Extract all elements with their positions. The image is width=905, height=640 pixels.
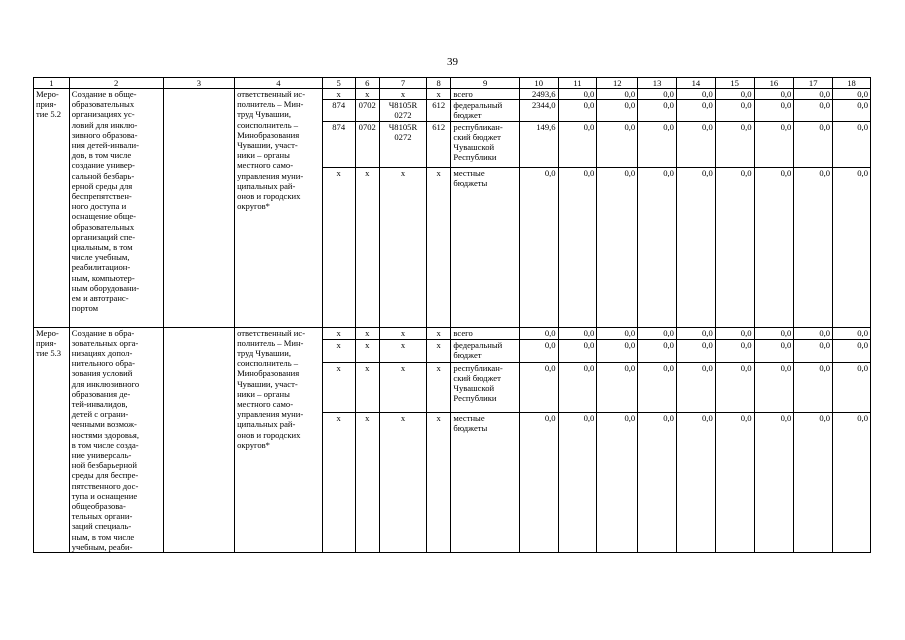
cell-amount-14: 0,0 — [676, 100, 715, 121]
cell-grbs: x — [322, 412, 355, 553]
cell-expense-type: x — [426, 89, 450, 100]
cell-amount-10: 149,6 — [519, 121, 558, 167]
cell-amount-18: 0,0 — [833, 121, 871, 167]
column-header-17: 17 — [794, 78, 833, 89]
column-header-6: 6 — [355, 78, 379, 89]
cell-grbs: 874 — [322, 121, 355, 167]
column-header-5: 5 — [322, 78, 355, 89]
cell-expense-type: x — [426, 362, 450, 412]
cell-target-article: x — [379, 412, 426, 553]
activity-code: Меро- прия- тие 5.3 — [34, 327, 70, 552]
cell-amount-18: 0,0 — [833, 362, 871, 412]
cell-amount-15: 0,0 — [715, 121, 754, 167]
column-header-7: 7 — [379, 78, 426, 89]
activity-col3 — [163, 327, 234, 552]
cell-funding-source: местные бюджеты — [451, 412, 519, 553]
cell-amount-14: 0,0 — [676, 412, 715, 553]
cell-amount-16: 0,0 — [754, 167, 794, 327]
cell-amount-10: 0,0 — [519, 167, 558, 327]
cell-amount-12: 0,0 — [597, 412, 638, 553]
cell-amount-16: 0,0 — [754, 339, 794, 362]
cell-amount-15: 0,0 — [715, 339, 754, 362]
activity-name: Создание в обще- образовательных организациях ус- ловий для инклю- зивного образова- ния детей-инвали- дов, в том числе создание универ- сальной безбарь- ерной среды для беспрепятствен- ного доступа и оснащение обще- образовательных организаций спе- циальным, в том числе учебным, реабилитацион- ным, компьютер- ным оборудовани- ем и автотранс- портом — [69, 89, 163, 328]
cell-amount-13: 0,0 — [638, 362, 677, 412]
cell-target-article: x — [379, 327, 426, 339]
cell-grbs: x — [322, 339, 355, 362]
column-header-18: 18 — [833, 78, 871, 89]
cell-amount-13: 0,0 — [638, 100, 677, 121]
cell-amount-15: 0,0 — [715, 167, 754, 327]
cell-expense-type: x — [426, 167, 450, 327]
cell-amount-17: 0,0 — [794, 89, 833, 100]
cell-expense-type: 612 — [426, 100, 450, 121]
cell-amount-11: 0,0 — [558, 167, 597, 327]
cell-amount-12: 0,0 — [597, 89, 638, 100]
cell-funding-source: республикан- ский бюджет Чувашской Республики — [451, 121, 519, 167]
cell-section: x — [355, 327, 379, 339]
cell-amount-15: 0,0 — [715, 412, 754, 553]
cell-grbs: x — [322, 362, 355, 412]
cell-amount-15: 0,0 — [715, 89, 754, 100]
cell-target-article: Ч8105R 0272 — [379, 100, 426, 121]
cell-amount-17: 0,0 — [794, 362, 833, 412]
activity-col3 — [163, 89, 234, 328]
cell-amount-12: 0,0 — [597, 362, 638, 412]
cell-amount-13: 0,0 — [638, 89, 677, 100]
cell-amount-18: 0,0 — [833, 339, 871, 362]
cell-amount-11: 0,0 — [558, 327, 597, 339]
cell-section: x — [355, 362, 379, 412]
cell-amount-12: 0,0 — [597, 327, 638, 339]
cell-funding-source: всего — [451, 89, 519, 100]
cell-amount-17: 0,0 — [794, 100, 833, 121]
activity-name: Создание в обра- зовательных орга- низациях допол- нительного обра- зования условий для инклюзивного образования де- тей-инвалидов, детей с ограни- ченными возмож- ностями здоровья, в том числе созда- ние универсаль- ной безбарьерной среды для беспре- пятственного дос- тупа и оснащение общеобразова- тельных органи- заций специаль- ным, в том числе учебным, реаби- — [69, 327, 163, 552]
cell-amount-11: 0,0 — [558, 412, 597, 553]
cell-amount-14: 0,0 — [676, 339, 715, 362]
cell-amount-16: 0,0 — [754, 362, 794, 412]
table-row — [34, 327, 871, 339]
cell-amount-11: 0,0 — [558, 339, 597, 362]
page-number: 39 — [447, 56, 458, 68]
cell-target-article: Ч8105R 0272 — [379, 121, 426, 167]
cell-amount-15: 0,0 — [715, 327, 754, 339]
cell-amount-16: 0,0 — [754, 327, 794, 339]
column-header-14: 14 — [676, 78, 715, 89]
cell-expense-type: 612 — [426, 121, 450, 167]
cell-amount-13: 0,0 — [638, 121, 677, 167]
column-header-2: 2 — [69, 78, 163, 89]
cell-grbs: x — [322, 89, 355, 100]
activity-code: Меро- прия- тие 5.2 — [34, 89, 70, 328]
cell-amount-14: 0,0 — [676, 121, 715, 167]
column-header-8: 8 — [426, 78, 450, 89]
cell-target-article: x — [379, 89, 426, 100]
cell-amount-11: 0,0 — [558, 362, 597, 412]
cell-target-article: x — [379, 362, 426, 412]
cell-amount-14: 0,0 — [676, 89, 715, 100]
cell-amount-10: 0,0 — [519, 412, 558, 553]
cell-amount-18: 0,0 — [833, 167, 871, 327]
cell-amount-13: 0,0 — [638, 327, 677, 339]
cell-amount-16: 0,0 — [754, 100, 794, 121]
cell-amount-17: 0,0 — [794, 339, 833, 362]
cell-amount-11: 0,0 — [558, 100, 597, 121]
cell-amount-18: 0,0 — [833, 327, 871, 339]
cell-amount-16: 0,0 — [754, 121, 794, 167]
activity-executor: ответственный ис- полнитель – Мин- труд Чувашии, соисполнитель – Минобразования Чувашии, участ- ники – органы местного само- управления муни- ципальных рай- онов и городских округов* — [235, 89, 323, 328]
header-row — [34, 78, 871, 89]
cell-amount-10: 0,0 — [519, 339, 558, 362]
column-header-1: 1 — [34, 78, 70, 89]
cell-section: x — [355, 89, 379, 100]
cell-amount-10: 0,0 — [519, 362, 558, 412]
cell-amount-10: 0,0 — [519, 327, 558, 339]
cell-funding-source: местные бюджеты — [451, 167, 519, 327]
cell-grbs: 874 — [322, 100, 355, 121]
cell-amount-10: 2344,0 — [519, 100, 558, 121]
cell-amount-13: 0,0 — [638, 339, 677, 362]
cell-amount-17: 0,0 — [794, 167, 833, 327]
column-header-13: 13 — [638, 78, 677, 89]
cell-amount-17: 0,0 — [794, 412, 833, 553]
column-header-15: 15 — [715, 78, 754, 89]
cell-amount-11: 0,0 — [558, 121, 597, 167]
cell-grbs: x — [322, 327, 355, 339]
table-row — [34, 89, 871, 100]
cell-section: x — [355, 339, 379, 362]
cell-amount-13: 0,0 — [638, 412, 677, 553]
cell-amount-12: 0,0 — [597, 100, 638, 121]
cell-amount-12: 0,0 — [597, 339, 638, 362]
cell-amount-13: 0,0 — [638, 167, 677, 327]
cell-target-article: x — [379, 339, 426, 362]
cell-funding-source: республикан- ский бюджет Чувашской Республики — [451, 362, 519, 412]
cell-amount-17: 0,0 — [794, 121, 833, 167]
cell-expense-type: x — [426, 339, 450, 362]
cell-amount-14: 0,0 — [676, 362, 715, 412]
cell-target-article: x — [379, 167, 426, 327]
cell-amount-18: 0,0 — [833, 89, 871, 100]
column-header-16: 16 — [754, 78, 794, 89]
cell-amount-12: 0,0 — [597, 121, 638, 167]
cell-amount-16: 0,0 — [754, 89, 794, 100]
cell-expense-type: x — [426, 412, 450, 553]
cell-funding-source: федеральный бюджет — [451, 339, 519, 362]
cell-section: 0702 — [355, 100, 379, 121]
cell-amount-14: 0,0 — [676, 327, 715, 339]
cell-amount-14: 0,0 — [676, 167, 715, 327]
cell-amount-11: 0,0 — [558, 89, 597, 100]
budget-table — [33, 77, 871, 553]
cell-section: x — [355, 412, 379, 553]
column-header-3: 3 — [163, 78, 234, 89]
cell-section: 0702 — [355, 121, 379, 167]
cell-amount-15: 0,0 — [715, 362, 754, 412]
cell-funding-source: федеральный бюджет — [451, 100, 519, 121]
cell-section: x — [355, 167, 379, 327]
cell-expense-type: x — [426, 327, 450, 339]
cell-amount-16: 0,0 — [754, 412, 794, 553]
column-header-9: 9 — [451, 78, 519, 89]
cell-amount-12: 0,0 — [597, 167, 638, 327]
column-header-4: 4 — [235, 78, 323, 89]
cell-amount-10: 2493,6 — [519, 89, 558, 100]
cell-amount-17: 0,0 — [794, 327, 833, 339]
cell-grbs: x — [322, 167, 355, 327]
cell-funding-source: всего — [451, 327, 519, 339]
column-header-10: 10 — [519, 78, 558, 89]
column-header-12: 12 — [597, 78, 638, 89]
cell-amount-18: 0,0 — [833, 100, 871, 121]
cell-amount-15: 0,0 — [715, 100, 754, 121]
cell-amount-18: 0,0 — [833, 412, 871, 553]
activity-executor: ответственный ис- полнитель – Мин- труд Чувашии, соисполнитель – Минобразования Чувашии, участ- ники – органы местного само- управления муни- ципальных рай- онов и городских округов* — [235, 327, 323, 552]
column-header-11: 11 — [558, 78, 597, 89]
